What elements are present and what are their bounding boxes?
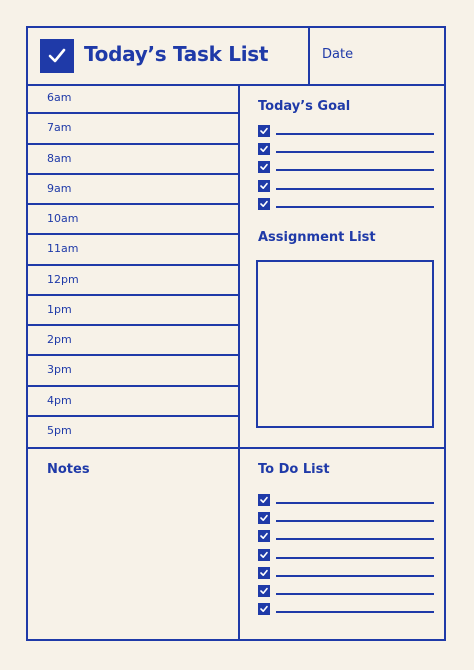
- time-label: 5pm: [47, 423, 72, 437]
- assignment-box[interactable]: [256, 260, 434, 428]
- checkbox-icon[interactable]: [258, 125, 270, 137]
- time-label: 4pm: [47, 393, 72, 407]
- write-line[interactable]: [276, 502, 434, 504]
- checkbox-icon: [40, 39, 74, 73]
- write-line[interactable]: [276, 169, 434, 171]
- checkbox-icon[interactable]: [258, 180, 270, 192]
- time-label: 12pm: [47, 272, 79, 286]
- time-row[interactable]: [28, 114, 238, 144]
- time-row[interactable]: [28, 326, 238, 356]
- checklist-item: [258, 546, 434, 564]
- checkbox-icon[interactable]: [258, 143, 270, 155]
- write-line[interactable]: [276, 557, 434, 559]
- checkbox-icon[interactable]: [258, 161, 270, 173]
- checklist-item: [258, 582, 434, 600]
- checkbox-icon[interactable]: [258, 603, 270, 615]
- write-line[interactable]: [276, 133, 434, 135]
- write-line[interactable]: [276, 520, 434, 522]
- checklist-item: [258, 564, 434, 582]
- goals-checklist: [258, 122, 434, 213]
- goals-title: Today’s Goal: [258, 99, 351, 114]
- time-label: 1pm: [47, 302, 72, 316]
- header: [28, 28, 444, 86]
- time-label: 10am: [47, 212, 79, 225]
- time-row[interactable]: [28, 235, 238, 265]
- checkbox-icon[interactable]: [258, 585, 270, 597]
- checkbox-icon[interactable]: [258, 567, 270, 579]
- time-label: 3pm: [47, 363, 72, 377]
- write-line[interactable]: [276, 593, 434, 595]
- assignments-title: Assignment List: [258, 230, 376, 245]
- write-line[interactable]: [276, 206, 434, 208]
- todo-title: To Do List: [258, 462, 330, 477]
- hourly-schedule: [28, 84, 240, 447]
- time-row[interactable]: [28, 175, 238, 205]
- write-line[interactable]: [276, 611, 434, 613]
- checkbox-icon[interactable]: [258, 198, 270, 210]
- checkbox-icon[interactable]: [258, 549, 270, 561]
- write-line[interactable]: [276, 188, 434, 190]
- time-row[interactable]: [28, 417, 238, 447]
- checklist-item: [258, 527, 434, 545]
- time-label: 9am: [47, 181, 72, 195]
- time-label: 11am: [47, 242, 79, 256]
- write-line[interactable]: [276, 538, 434, 540]
- right-column: [240, 84, 446, 447]
- bottom-section: [28, 447, 444, 641]
- checklist-item: [258, 600, 434, 618]
- time-row[interactable]: [28, 205, 238, 235]
- date-label: Date: [322, 47, 354, 62]
- task-list-sheet: [26, 26, 446, 641]
- checkbox-icon[interactable]: [258, 494, 270, 506]
- time-row[interactable]: [28, 84, 238, 114]
- time-row[interactable]: [28, 145, 238, 175]
- time-row[interactable]: [28, 266, 238, 296]
- checklist-item: [258, 140, 434, 158]
- checkbox-icon[interactable]: [258, 530, 270, 542]
- checklist-item: [258, 122, 434, 140]
- title-cell: [28, 28, 310, 84]
- checklist-item: [258, 195, 434, 213]
- checklist-item: [258, 177, 434, 195]
- time-row[interactable]: [28, 356, 238, 386]
- time-row[interactable]: [28, 296, 238, 326]
- checklist-item: [258, 491, 434, 509]
- time-label: 2pm: [47, 333, 72, 346]
- checklist-item: [258, 509, 434, 527]
- notes-title: Notes: [47, 462, 90, 477]
- notes-area[interactable]: [28, 449, 240, 641]
- time-row[interactable]: [28, 387, 238, 417]
- page-title: Today’s Task List: [84, 42, 269, 66]
- write-line[interactable]: [276, 575, 434, 577]
- checkbox-icon[interactable]: [258, 512, 270, 524]
- todo-area: [240, 449, 446, 641]
- checklist-item: [258, 158, 434, 176]
- time-label: 6am: [47, 91, 72, 104]
- time-label: 8am: [47, 151, 72, 165]
- time-label: 7am: [47, 121, 72, 135]
- write-line[interactable]: [276, 151, 434, 153]
- todo-checklist: [258, 491, 434, 618]
